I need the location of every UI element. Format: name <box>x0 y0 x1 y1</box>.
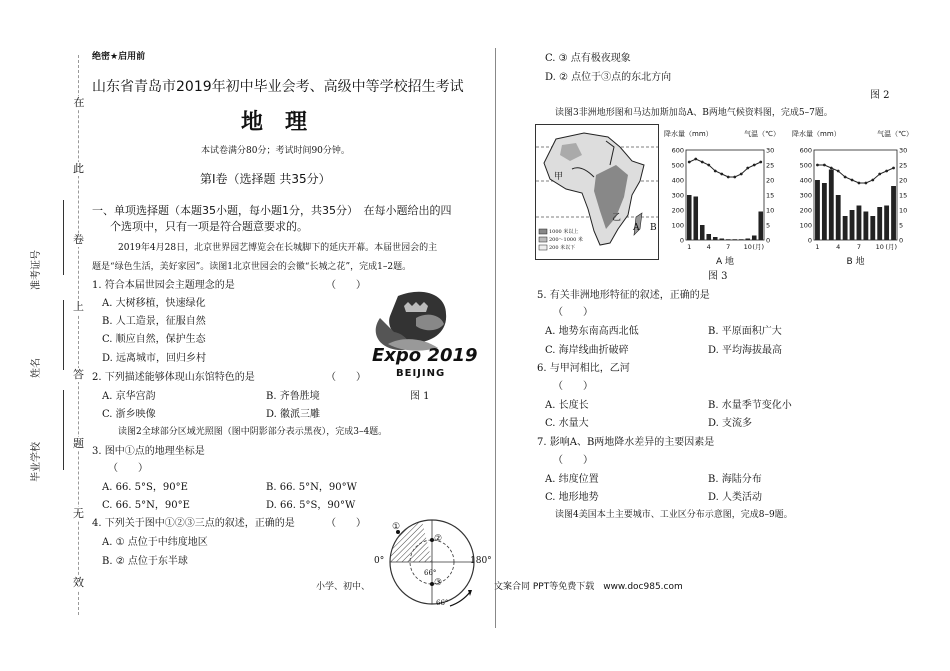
chart-b-ytick-left-5: 500 <box>799 161 812 170</box>
question-2-option-d[interactable]: D. 徽派三雕 <box>266 409 321 420</box>
question-5-option-d[interactable]: D. 平均海拔最高 <box>708 345 783 356</box>
binding-dash-line <box>78 55 79 615</box>
chart-b-xtick-1: 4 <box>836 243 841 251</box>
question-3-option-c[interactable]: C. 66. 5°N，90°E <box>102 500 190 511</box>
question-5-stem: 5. 有关非洲地形特征的叙述，正确的是 <box>537 290 710 301</box>
polar-point-3: ③ <box>434 578 443 588</box>
question-4-answer[interactable]: （ ） <box>326 518 366 529</box>
column-divider <box>495 48 496 628</box>
question-4-option-a[interactable]: A. ① 点位于中纬度地区 <box>102 537 208 548</box>
chart-a-ytick-right-4: 20 <box>766 176 775 185</box>
chart-b-ytick-right-3: 15 <box>899 191 908 200</box>
chart-b-xtick-2: 7 <box>856 243 862 251</box>
passage-1-line2: 题是“绿色生活，美好家园”。读图1北京世园会的会徽“长城之花”，完成1–2题。 <box>92 262 412 272</box>
chart-b-ytick-left-0: 0 <box>807 236 812 245</box>
polar-point-1: ① <box>392 522 401 532</box>
question-2-option-b[interactable]: B. 齐鲁胜境 <box>266 391 320 402</box>
point-a-label: A <box>633 223 640 233</box>
chart-a-ylabel-left: 降水量（mm） <box>664 130 713 138</box>
chart-a-bar-5 <box>713 237 718 240</box>
question-4-option-c[interactable]: C. ③ 点有极夜现象 <box>545 53 631 64</box>
expo-logo-city: BEIJING <box>396 368 446 379</box>
chart-a-xtick-0: 1 <box>687 243 692 251</box>
chart-b-ylabel-right: 气温（℃） <box>877 130 913 138</box>
school-line[interactable] <box>63 390 64 470</box>
chart-a-bar-9 <box>739 239 744 240</box>
chart-b-ytick-right-0: 0 <box>899 236 904 245</box>
seal-char-1: 此 <box>73 162 84 175</box>
question-3-option-d[interactable]: D. 66. 5°S，90°W <box>266 500 356 511</box>
question-2-option-a[interactable]: A. 京华宫韵 <box>102 391 156 402</box>
seal-char-6: 无 <box>73 507 84 520</box>
seal-char-4: 答 <box>73 368 84 381</box>
question-3-stem: 3. 图中①点的地理坐标是 <box>92 446 205 457</box>
chart-a-xtick-3: 10 <box>743 243 752 251</box>
river-yi-label: 乙 <box>612 213 622 223</box>
chart-a-bar-10 <box>745 239 750 241</box>
chart-a-bar-12 <box>758 212 763 241</box>
legend-high: 1000 米以上 <box>549 229 579 235</box>
chart-a-ytick-right-5: 25 <box>766 161 775 170</box>
question-7-option-c[interactable]: C. 地形地势 <box>545 492 599 503</box>
question-6-answer[interactable]: （ ） <box>553 381 593 392</box>
chart-a-title: A 地 <box>715 257 735 266</box>
chart-b-ylabel-left: 降水量（mm） <box>792 130 841 138</box>
chart-a-bar-7 <box>726 239 731 240</box>
chart-b-bar-3 <box>829 170 834 241</box>
chart-a-ytick-left-2: 200 <box>671 206 684 215</box>
question-6-option-c[interactable]: C. 水量大 <box>545 418 589 429</box>
exam-info: 本试卷满分80分；考试时间90分钟。 <box>201 146 350 156</box>
question-1-answer[interactable]: （ ） <box>326 280 366 291</box>
expo-logo-text: Expo 2019 <box>372 345 478 366</box>
chart-b-bar-1 <box>815 180 820 240</box>
question-4-option-b[interactable]: B. ② 点位于东半球 <box>102 556 188 567</box>
chart-a-temp-line <box>689 159 761 177</box>
chart-b-ytick-right-2: 10 <box>899 206 908 215</box>
chart-a-bar-1 <box>687 195 692 240</box>
figure-2-polar-diagram <box>372 518 492 610</box>
passage-1-line1: 2019年4月28日，北京世界园艺博览会在长城脚下的延庆开幕。本届世园会的主 <box>118 243 438 253</box>
chart-a-ytick-left-1: 100 <box>671 221 684 230</box>
seal-char-2: 卷 <box>73 233 84 246</box>
chart-b-bar-6 <box>850 210 855 240</box>
subject-title: 地 理 <box>241 110 308 135</box>
passage-fig3: 读图3非洲地形图和马达加斯加岛A、B两地气候资料图，完成5–7题。 <box>555 108 833 118</box>
chart-a-ylabel-right: 气温（℃） <box>744 130 780 138</box>
question-2-stem: 2. 下列描述能够体现山东馆特色的是 <box>92 372 255 383</box>
question-5-option-a[interactable]: A. 地势东南高西北低 <box>545 326 639 337</box>
question-3-answer[interactable]: （ ） <box>108 463 148 474</box>
chart-b-ytick-left-6: 600 <box>799 146 812 155</box>
chart-b-ytick-right-6: 30 <box>899 146 908 155</box>
section-heading: 一、单项选择题（本题35小题，每小题1分，共35分） 在每小题给出的四 <box>92 204 452 217</box>
question-2-option-c[interactable]: C. 浙乡映像 <box>102 409 156 420</box>
legend-mid: 200～1000 米 <box>549 237 583 243</box>
question-7-option-d[interactable]: D. 人类活动 <box>708 492 763 503</box>
chart-b-bar-12 <box>891 186 896 240</box>
chart-b-ytick-left-3: 300 <box>799 191 812 200</box>
question-3-option-a[interactable]: A. 66. 5°S，90°E <box>102 482 188 493</box>
section-title: 第Ⅰ卷（选择题 共35分） <box>200 172 331 186</box>
climate-chart-a-svg <box>662 126 782 266</box>
chart-b-ytick-left-4: 400 <box>799 176 812 185</box>
chart-b-ytick-right-4: 20 <box>899 176 908 185</box>
chart-a-bar-6 <box>719 239 724 241</box>
chart-b-ytick-right-5: 25 <box>899 161 908 170</box>
exam-title: 山东省青岛市2019年初中毕业会考、高级中等学校招生考试 <box>92 79 464 95</box>
question-6-option-d[interactable]: D. 支流多 <box>708 418 753 429</box>
chart-b-bar-7 <box>857 206 862 241</box>
secret-label: 绝密★启用前 <box>92 52 146 62</box>
chart-a-ytick-right-1: 5 <box>766 221 771 230</box>
river-jia-label: 甲 <box>554 172 564 182</box>
figure-3-africa-map <box>535 124 659 260</box>
chart-a-ytick-left-6: 600 <box>671 146 684 155</box>
polar-point-2: ② <box>434 534 443 544</box>
chart-b-xtick-unit: (月) <box>885 243 897 251</box>
legend-low: 200 米以下 <box>549 245 576 251</box>
chart-b-bar-8 <box>863 212 868 241</box>
chart-a-ytick-left-3: 300 <box>671 191 684 200</box>
chart-a-bar-8 <box>732 239 737 240</box>
chart-a-ytick-right-6: 30 <box>766 146 775 155</box>
footer-left: 小学、初中、 <box>316 582 371 592</box>
figure-1-caption: 图 1 <box>410 391 430 402</box>
question-7-option-b[interactable]: B. 海陆分布 <box>708 474 762 485</box>
id-number-line[interactable] <box>63 200 64 275</box>
question-5-option-c[interactable]: C. 海岸线曲折破碎 <box>545 345 629 356</box>
chart-a-ytick-right-0: 0 <box>766 236 771 245</box>
question-5-option-b[interactable]: B. 平原面积广大 <box>708 326 782 337</box>
figure-2-caption: 图 2 <box>870 90 890 101</box>
chart-a-ytick-left-5: 500 <box>671 161 684 170</box>
question-6-stem: 6. 与甲河相比，乙河 <box>537 363 630 374</box>
chart-a-bar-4 <box>706 234 711 240</box>
chart-a-ytick-right-3: 15 <box>766 191 775 200</box>
footer-right[interactable]: 文案合同 PPT等免费下载 www.doc985.com <box>494 582 683 592</box>
question-6-option-b[interactable]: B. 水量季节变化小 <box>708 400 792 411</box>
climate-chart-b-svg <box>790 126 915 266</box>
chart-a-bar-2 <box>693 197 698 241</box>
chart-a-bar-3 <box>700 225 705 240</box>
chart-b-bar-11 <box>884 206 889 241</box>
school-label: 毕业学校 <box>31 442 42 482</box>
question-7-answer[interactable]: （ ） <box>553 455 593 466</box>
chart-b-bar-2 <box>822 183 827 240</box>
figure-3-caption: 图 3 <box>708 271 728 282</box>
name-label: 姓名 <box>31 358 42 378</box>
id-number-label: 准考证号 <box>31 250 42 290</box>
seal-char-7: 效 <box>73 576 84 589</box>
question-7-stem: 7. 影响A、B两地降水差异的主要因素是 <box>537 437 715 448</box>
point-b-label: B <box>650 223 657 233</box>
question-1-option-b[interactable]: B. 人工造景，征服自然 <box>102 316 206 327</box>
chart-a-bar-11 <box>752 236 757 241</box>
name-line[interactable] <box>63 300 64 370</box>
chart-a-xtick-1: 4 <box>706 243 711 251</box>
chart-b-bar-4 <box>836 195 841 240</box>
chart-b-ytick-left-1: 100 <box>799 221 812 230</box>
question-7-option-a[interactable]: A. 纬度位置 <box>545 474 599 485</box>
chart-b-title: B 地 <box>846 257 865 266</box>
question-1-option-a[interactable]: A. 大树移植，快速绿化 <box>102 298 206 309</box>
question-2-answer[interactable]: （ ） <box>326 372 366 383</box>
passage-fig4: 读图4美国本土主要城市、工业区分布示意图，完成8–9题。 <box>555 510 793 520</box>
seal-char-3: 上 <box>73 300 84 313</box>
seal-char-5: 题 <box>73 437 84 450</box>
chart-a-ytick-right-2: 10 <box>766 206 775 215</box>
chart-a-ytick-left-0: 0 <box>679 236 684 245</box>
chart-a-xtick-unit: (月) <box>752 243 764 251</box>
seal-char-0: 在 <box>73 96 85 109</box>
figure-1-logo <box>368 288 478 384</box>
chart-b-ytick-left-2: 200 <box>799 206 812 215</box>
question-4-stem: 4. 下列关于图中①②③三点的叙述，正确的是 <box>92 518 295 529</box>
chart-b-bar-5 <box>843 216 848 240</box>
question-4-option-d[interactable]: D. ② 点位于③点的东北方向 <box>545 72 672 83</box>
passage-fig2: 读图2全球部分区域光照图（图中阴影部分表示黑夜），完成3–4题。 <box>118 427 388 437</box>
chart-b-bar-10 <box>877 207 882 240</box>
section-heading-2: 个选项中，只有一项是符合题意要求的。 <box>110 220 308 233</box>
chart-a-ytick-left-4: 400 <box>671 176 684 185</box>
chart-b-bar-9 <box>870 216 875 240</box>
question-6-option-a[interactable]: A. 长度长 <box>545 400 589 411</box>
chart-b-xtick-3: 10 <box>875 243 884 251</box>
question-3-option-b[interactable]: B. 66. 5°N，90°W <box>266 482 357 493</box>
polar-label-180: 180° <box>470 556 492 566</box>
polar-label-0: 0° <box>374 556 385 566</box>
climate-chart-b <box>790 126 915 266</box>
chart-b-xtick-0: 1 <box>815 243 820 251</box>
question-5-answer[interactable]: （ ） <box>553 307 593 318</box>
chart-a-xtick-2: 7 <box>726 243 731 251</box>
climate-chart-a <box>662 126 782 266</box>
polar-label-66b: 66° <box>436 599 449 607</box>
question-1-option-d[interactable]: D. 远离城市，回归乡村 <box>102 353 207 364</box>
question-1-option-c[interactable]: C. 顺应自然，保护生态 <box>102 334 206 345</box>
question-1-stem: 1. 符合本届世园会主题理念的是 <box>92 280 235 291</box>
chart-b-ytick-right-1: 5 <box>899 221 904 230</box>
polar-label-66a: 66° <box>424 569 437 577</box>
